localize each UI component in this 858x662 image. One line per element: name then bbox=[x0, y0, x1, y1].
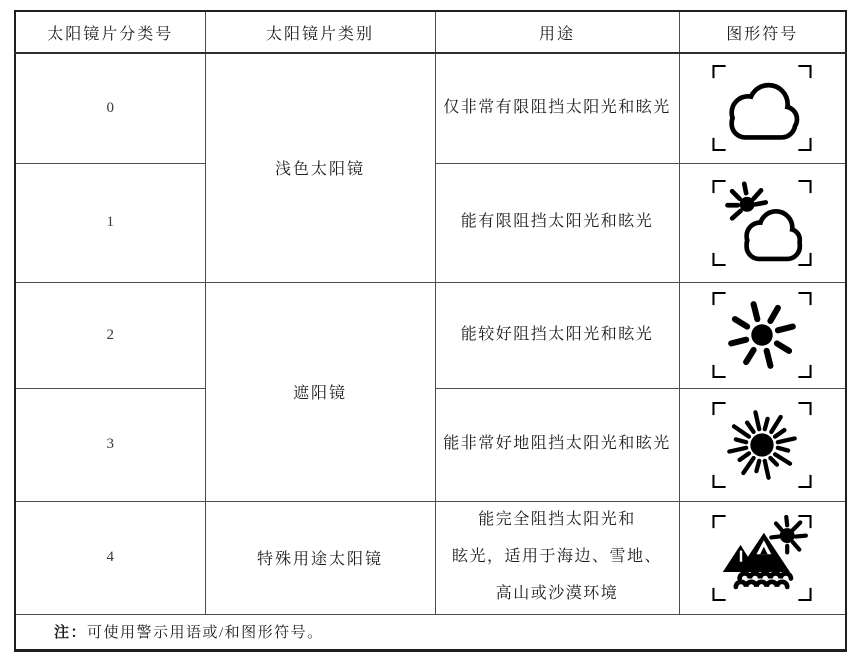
sun-icon bbox=[706, 285, 818, 385]
cell-symbol-1 bbox=[679, 163, 846, 282]
mountain-sun-sea-icon bbox=[706, 508, 818, 608]
cell-category-special-purpose: 特殊用途太阳镜 bbox=[205, 501, 435, 614]
cell-usage-4 bbox=[435, 501, 679, 614]
col-header-symbol: 图形符号 bbox=[679, 11, 846, 53]
cell-usage-2: 能较好阻挡太阳光和眩光 bbox=[435, 282, 679, 388]
cell-class-no-3: 3 bbox=[15, 388, 205, 501]
sun-behind-cloud-icon bbox=[706, 173, 818, 273]
cell-symbol-4 bbox=[679, 501, 846, 614]
table-row bbox=[15, 501, 846, 614]
cell-usage-1: 能有限阻挡太阳光和眩光 bbox=[435, 163, 679, 282]
cell-usage-3: 能非常好地阻挡太阳光和眩光 bbox=[435, 388, 679, 501]
col-header-usage: 用途 bbox=[435, 11, 679, 53]
cell-class-no-0: 0 bbox=[15, 53, 205, 163]
table-row bbox=[15, 282, 846, 388]
cell-class-no-1: 1 bbox=[15, 163, 205, 282]
col-header-class-no: 太阳镜片分类号 bbox=[15, 11, 205, 53]
bright-sun-icon bbox=[706, 395, 818, 495]
table-row bbox=[15, 53, 846, 163]
note-text: 可使用警示用语或/和图形符号。 bbox=[87, 625, 324, 641]
cell-class-no-4: 4 bbox=[15, 501, 205, 614]
cell-usage-0: 仅非常有限阻挡太阳光和眩光 bbox=[435, 53, 679, 163]
usage-line: 能完全阻挡太阳光和 bbox=[478, 511, 636, 529]
cell-symbol-3 bbox=[679, 388, 846, 501]
note-row bbox=[15, 614, 846, 650]
cell-symbol-2 bbox=[679, 282, 846, 388]
cell-category-shade-glasses: 遮阳镜 bbox=[205, 282, 435, 501]
header-row bbox=[15, 11, 846, 53]
col-header-category: 太阳镜片类别 bbox=[205, 11, 435, 53]
usage-line: 高山或沙漠环境 bbox=[495, 584, 619, 602]
cell-class-no-2: 2 bbox=[15, 282, 205, 388]
cloud-icon bbox=[706, 58, 818, 158]
sunglasses-classification-table bbox=[14, 10, 847, 652]
note-label: 注： bbox=[54, 625, 88, 641]
cell-symbol-0 bbox=[679, 53, 846, 163]
usage-line: 眩光，适用于海边、雪地、 bbox=[451, 548, 662, 566]
table-note bbox=[15, 614, 846, 650]
cell-category-light-sunglasses: 浅色太阳镜 bbox=[205, 53, 435, 282]
